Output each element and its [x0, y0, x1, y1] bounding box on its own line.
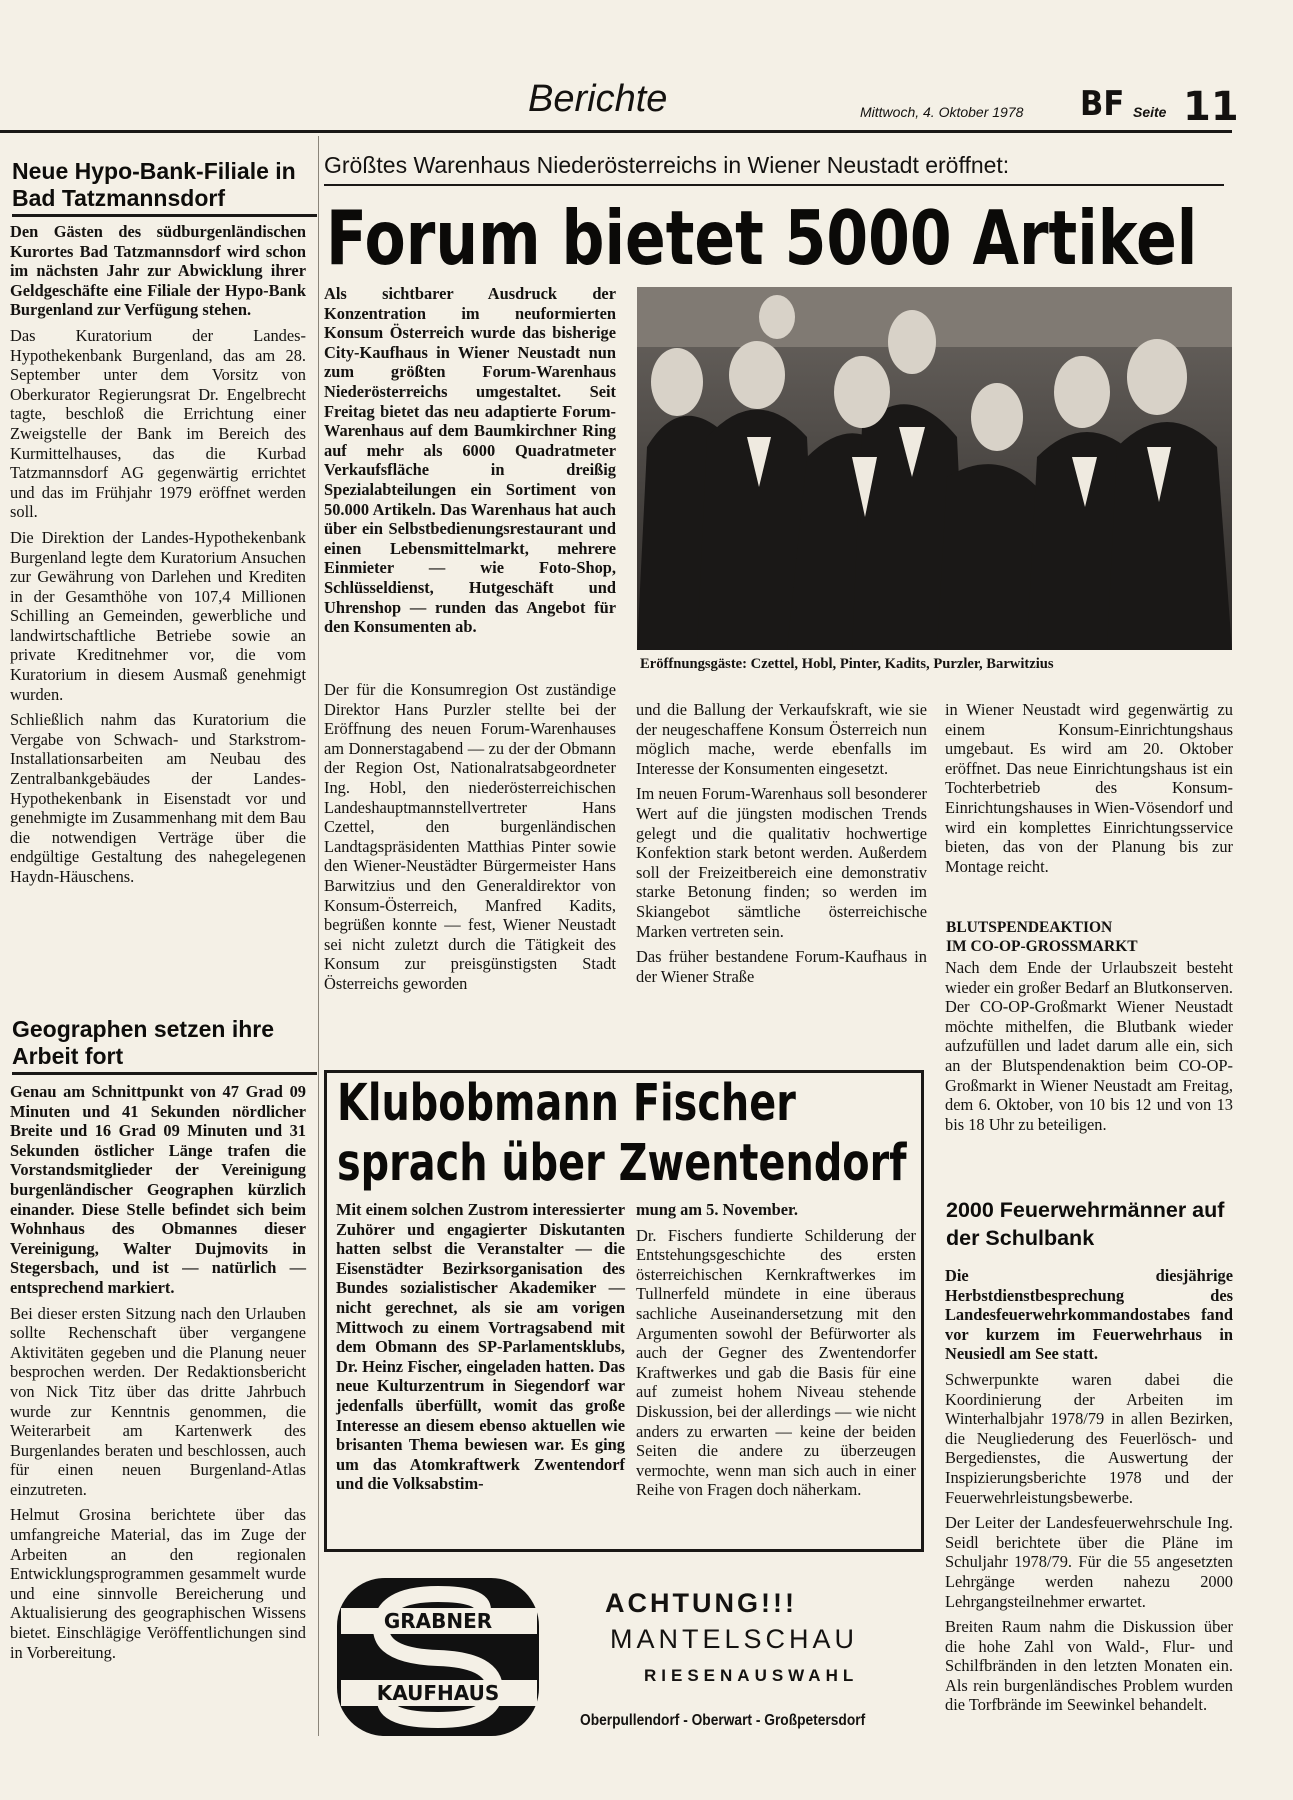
- fischer-headline-line: Klubobmann Fischer: [337, 1074, 796, 1133]
- forum-lead-column: [324, 284, 616, 643]
- issue-date: Mittwoch, 4. Oktober 1978: [860, 104, 1024, 120]
- forum-paragraph: Das früher bestandene Forum-Kaufhaus in der Wiener Straße: [636, 947, 927, 986]
- hypo-headline: Neue Hypo-Bank-Filiale in Bad Tatzmannsdorf: [12, 158, 296, 211]
- blut-headline-line: BLUTSPENDEAKTION: [946, 919, 1113, 936]
- hypo-article-body: [10, 222, 306, 893]
- forum-headline: Forum bietet 5000 Artikel: [326, 194, 1198, 282]
- feuerwehr-headline: 2000 Feuerwehrmänner auf der Schulbank: [946, 1198, 1225, 1250]
- fischer-column-2: [636, 1200, 916, 1506]
- fischer-paragraph: Dr. Fischers fundierte Schilderung der Entstehungsgeschichte des ersten österreichischen Kernkraftwerkes im Tullnerfeld mündete in eine überaus sachliche Auseinandersetzung mit den Argumenten sowohl der Befürworter als auch der Gegner des Zwentendorfer Kraftwerkes und gab die Basis für eine auf zumeist hohem Niveau stehende Diskussion, bei der allerdings — wie nicht anders zu erwarten — keine der beiden Seiten die andere zu überzeugen vermochte, wenn man sich auch in einer Reihe von Fragen doch näherkam.: [636, 1225, 916, 1500]
- fischer-lead: Mit einem solchen Zustrom interessierter Zuhörer und engagierter Diskutanten hatten selbst die Veranstalter — die Eisenstädter Bezirksorganisation des Bundes sozialistischer Akademiker — nicht gerechnet, als sie am vorigen Mittwoch zu einem Vortragsabend mit dem Obmann des SP-Parlamentsklubs, Dr. Heinz Fischer, eingeladen hatten. Das neue Kulturzentrum in Siegendorf war jedenfalls überfüllt, womit das große Interesse an diesem ebenso aktuellen wie brisanten Thema bewiesen war. Es ging um das Atomkraftwerk Zwentendorf und die Volksabstim-: [336, 1200, 625, 1494]
- blut-headline-line: IM CO-OP-GROSSMARKT: [946, 938, 1138, 955]
- fischer-column-1: [336, 1200, 625, 1500]
- photo-illustration: [637, 287, 1232, 650]
- kicker-rule: [324, 184, 1224, 186]
- geo-paragraph: Bei dieser ersten Sitzung nach den Urlauben sollte Rechenschaft über vergangene Aktivitäten gegeben und die Planung neuer besprochen werden. Der Redaktionsbericht von Nick Titz über das dritte Jahrbuch wurde zur Kenntnis genommen, die Weiterarbeit am Kartenwerk des Burgenlandes beraten und beschlossen, auch für einen neuen Burgenland-Atlas einzutreten.: [10, 1303, 306, 1499]
- newspaper-logo: BF: [1080, 84, 1125, 124]
- logo-text-bottom: KAUFHAUS: [376, 1681, 500, 1705]
- section-title: Berichte: [528, 78, 668, 120]
- feuerwehr-lead: Die diesjährige Herbstdienstbesprechung des Landesfeuerwehrkommandostabes fand vor kurzem im Feuerwehrhaus in Neusiedl am See statt.: [945, 1266, 1233, 1364]
- ad-headline: ACHTUNG!!!: [605, 1588, 797, 1618]
- geo-article-body: [10, 1082, 306, 1668]
- forum-paragraph: Im neuen Forum-Warenhaus soll besonderer Wert auf die jüngsten modischen Trends gelegt und die qualitativ hochwertige Konfektion stark betont werden. Außerdem soll der Freizeitbereich eine demonstrativ starke Betonung finden; so werden im Skiangebot sämtliche österreichische Marken vertreten sein.: [636, 784, 927, 941]
- forum-kicker: Größtes Warenhaus Niederösterreichs in Wiener Neustadt eröffnet:: [324, 152, 1010, 178]
- geo-rule: [12, 1072, 317, 1075]
- logo-text-top: GRABNER: [383, 1609, 493, 1633]
- hypo-paragraph: Die Direktion der Landes-Hypothekenbank Burgenland legte dem Kuratorium Ansuchen zur Gewährung von Darlehen und Krediten in der Gesamthöhe von 107,4 Millionen Schilling an Gemeinden, gewerbliche und landwirtschaftliche Betriebe sowie an private Kreditnehmer vor, die vom Kuratorium in diesem Ausmaß genehmigt wurden.: [10, 527, 306, 704]
- blut-headline: [946, 918, 1138, 956]
- blut-article-body: [945, 958, 1233, 1140]
- feuerwehr-paragraph: Breiten Raum nahm die Diskussion über die hohe Zahl von Wald-, Flur- und Schilfbränden in den letzten Monaten ein. Als rein burgenländisches Problem wurden die Torfbrände im Seewinkel behandelt.: [945, 1617, 1233, 1715]
- grabner-s-emblem: [333, 1572, 543, 1742]
- feuerwehr-article-body: [945, 1266, 1233, 1721]
- forum-column-1: [324, 680, 616, 1000]
- forum-paragraph: und die Ballung der Verkaufskraft, wie sie der neugeschaffene Konsum Österreich nun möglich mache, werde ebenfalls im Interesse der Konsumenten eingesetzt.: [636, 700, 927, 778]
- hypo-rule: [12, 214, 317, 217]
- fischer-lead-continued: mung am 5. November.: [636, 1200, 798, 1219]
- forum-paragraph: Der für die Konsumregion Ost zuständige Direktor Hans Purzler stellte bei der Eröffnung des neuen Forum-Warenhauses am Donnerstagabend — zu der der Obmann der Region Ost, Nationalratsabgeordneter Ing. Hobl, den niederösterreichischen Landeshauptmannstellvertreter Hans Czettel, den burgenländischen Landtagspräsidenten Matthias Pinter sowie den Wiener-Neustädter Bürgermeister Hans Barwitzius und den Generaldirektor von Konsum-Österreich, Manfred Kadits, begrüßen konnte — fest, Wiener Neustadt sei nicht zuletzt durch die Tätigkeit des Konsum zur preisgünstigsten Stadt Österreichs geworden: [324, 680, 616, 993]
- hypo-paragraph: Das Kuratorium der Landes-Hypothekenbank Burgenland, das am 28. September unter dem Vorsitz von Oberkurator Regierungsrat Dr. Engelbrecht tagte, beschloß die Errichtung einer Zweigstelle der Bank im Bereich des Kurmittelhauses, das die Kurbad Tatzmannsdorf AG gegenwärtig errichtet und das im Frühjahr 1979 eröffnet werden soll.: [10, 325, 306, 522]
- forum-lead: Als sichtbarer Ausdruck der Konzentration im neuformierten Konsum Österreich wurde das bisherige City-Kaufhaus in Wiener Neustadt nun zum größten Forum-Warenhaus Niederösterreichs umgestaltet. Seit Freitag bietet das neu adaptierte Forum-Warenhaus auf dem Baumkirchner Ring auf mehr als 6000 Quadratmeter Verkaufsfläche in dreißig Spezialabteilungen ein Sortiment von 50.000 Artikeln. Das Warenhaus hat auch über ein Selbstbedienungsrestaurant und einen Lebensmittelmarkt, mehrere Einmieter — wie Foto-Shop, Schlüsseldienst, Hutgeschäft und Uhrenshop — runden das Angebot für den Konsumenten ab.: [324, 284, 616, 637]
- column-divider: [318, 136, 319, 1736]
- page-number: 11: [1183, 84, 1239, 130]
- hypo-paragraph: Schließlich nahm das Kuratorium die Vergabe von Schwach- und Starkstrom-Installationsarbeiten am Neubau des Zentralbankgebäudes der Landes-Hypothekenbank in Eisenstadt vor und genehmigte im Zusammenhang mit dem Bau die notwendigen Verträge über die endgültige Gestaltung des nahegelegenen Haydn-Häuschens.: [10, 710, 306, 886]
- geo-paragraph: Helmut Grosina berichtete über das umfangreiche Material, das im Zuge der Arbeiten an den regionalen Entwicklungsprogrammen gesammelt wurde und eine sinnvolle Bereicherung und Aktualisierung des geographischen Wissens bietet. Einschlägige Veröffentlichungen sind in Vorbereitung.: [10, 1505, 306, 1662]
- ad-subheadline: MANTELSCHAU: [610, 1624, 859, 1654]
- fischer-headline-line: sprach über Zwentendorf: [337, 1134, 907, 1193]
- page-label: Seite: [1133, 104, 1167, 120]
- fischer-headline: [337, 1074, 907, 1194]
- ad-locations: Oberpullendorf - Oberwart - Großpetersdorf: [580, 1712, 866, 1729]
- feuerwehr-paragraph: Der Leiter der Landesfeuerwehrschule Ing. Seidl berichtete über die Pläne im Schuljahr 1978/79. Für die 55 angesetzten Lehrgänge werden nahezu 2000 Lehrgangsteilnehmer erwartet.: [945, 1513, 1233, 1611]
- feuerwehr-paragraph: Schwerpunkte waren dabei die Koordinierung der Arbeiten im Winterhalbjahr 1978/79 in allen Bezirken, die Neugliederung des Feuerlösch- und Bergedienstes, die Auswertung der Inspizierungsberichte 1978 und der Feuerwehrleistungsbewerbe.: [945, 1369, 1233, 1507]
- opening-guests-photo: [637, 287, 1232, 650]
- ad-subheadline-2: RIESENAUSWAHL: [644, 1666, 859, 1685]
- grabner-logo: [333, 1572, 543, 1742]
- geo-headline: Geographen setzen ihre Arbeit fort: [12, 1016, 275, 1069]
- forum-column-3: [945, 700, 1233, 882]
- header-rule: [0, 130, 1232, 133]
- photo-caption: Eröffnungsgäste: Czettel, Hobl, Pinter, Kadits, Purzler, Barwitzius: [640, 656, 1054, 672]
- geo-lead: Genau am Schnittpunkt von 47 Grad 09 Minuten und 41 Sekunden nördlicher Breite und 16 Grad 09 Minuten und 31 Sekunden östlicher Länge trafen die Vorstandsmitglieder der Vereinigung burgenländischer Geographen kürzlich einander. Diese Stelle befindet sich beim Wohnhaus des Obmannes dieser Vereinigung, Walter Dujmovits in Stegersbach, und ist — natürlich — entsprechend markiert.: [10, 1082, 306, 1297]
- blut-paragraph: Nach dem Ende der Urlaubszeit besteht wieder ein großer Bedarf an Blutkonserven. Der CO-OP-Großmarkt Wiener Neustadt möchte mithelfen, die Blutbank wieder aufzufüllen und ladet darum alle ein, sich an der Blutspendenaktion beim CO-OP-Großmarkt in Wiener Neustadt am Freitag, dem 6. Oktober, von 10 bis 12 und von 13 bis 18 Uhr zu beteiligen.: [945, 958, 1233, 1134]
- hypo-lead: Den Gästen des südburgenländischen Kurortes Bad Tatzmannsdorf wird schon im nächsten Jahr zur Abwicklung ihrer Geldgeschäfte eine Filiale der Hypo-Bank Burgenland zur Verfügung stehen.: [10, 222, 306, 320]
- forum-paragraph: in Wiener Neustadt wird gegenwärtig zu einem Konsum-Einrichtungshaus umgebaut. Es wird am 20. Oktober eröffnet. Das neue Einrichtungshaus ist ein Tochterbetrieb des Konsum-Einrichtungshauses in Wien-Vösendorf und wird ein komplettes Einrichtungsservice bieten, das von der Planung bis zur Montage reicht.: [945, 700, 1233, 876]
- forum-column-2: [636, 700, 927, 992]
